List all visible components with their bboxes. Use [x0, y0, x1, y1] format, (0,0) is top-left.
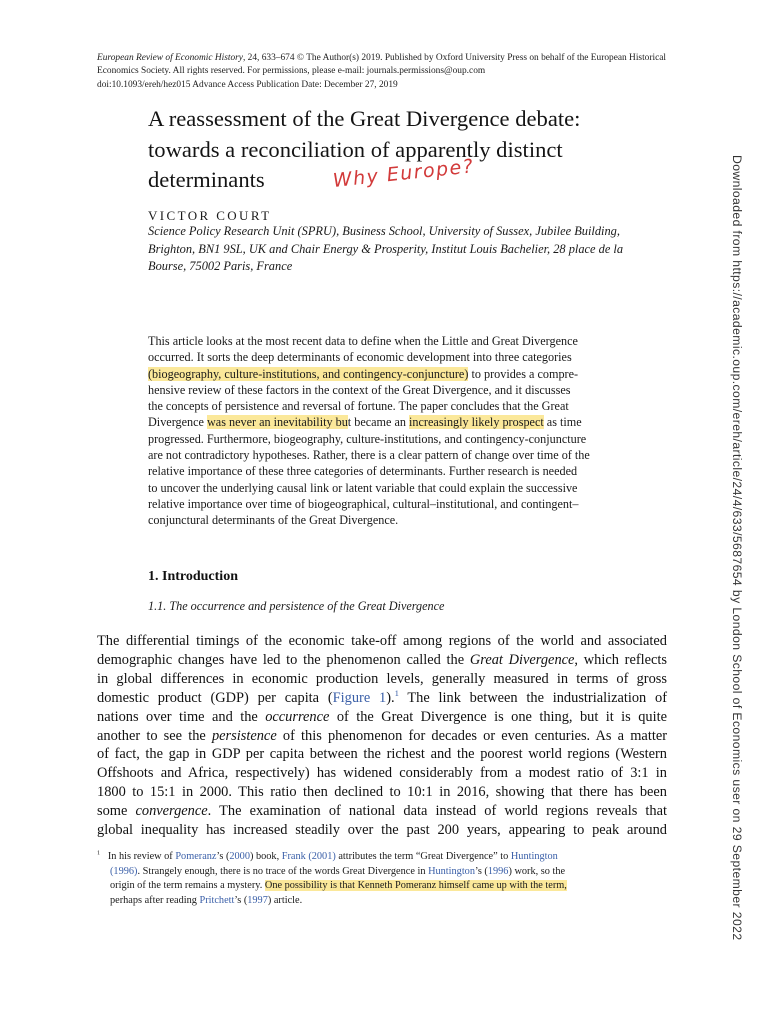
highlighted-text: increasingly likely prospect — [409, 415, 544, 430]
highlighted-text: was never an inevitability bu — [207, 415, 348, 430]
pritchett-1997-link[interactable]: 1997 — [247, 895, 268, 907]
footnote — [97, 850, 667, 909]
footnote-text: ’s ( — [474, 865, 488, 877]
body-text-run: nations over time and the — [97, 708, 266, 725]
body-line — [97, 689, 667, 708]
abstract-line — [148, 414, 668, 430]
author-name: VICTOR COURT — [148, 208, 272, 223]
body-line — [97, 727, 667, 746]
pomeranz-2000-link[interactable]: 2000 — [229, 851, 250, 862]
highlighted-text: (biogeography, culture-institutions, and contingency-conjuncture) — [148, 366, 469, 381]
body-text-run: The link between the industrialization of — [398, 689, 668, 706]
footnote-text: In his review of — [107, 851, 176, 862]
huntington-link[interactable]: Huntington — [510, 851, 558, 862]
footnote-line — [97, 865, 667, 880]
affiliation-line-1: Science Policy Research Unit (SPRU), Business School, University of Sussex, Jubilee Building, — [148, 224, 620, 238]
body-line: The differential timings of the economic take-off among regions of the world and associated — [97, 633, 667, 649]
body-text-run: , which reflects — [574, 651, 667, 668]
frank-2001-link[interactable]: Frank (2001) — [281, 851, 336, 862]
body-line: 1800 to 15:1 in 2000. This ratio then declined to 10:1 in 2016, showing that there has been — [97, 784, 667, 801]
affiliation-line-3: Bourse, 75002 Paris, France — [148, 259, 293, 273]
body-text-run: . The examination of national data instead of world regions reveals that — [207, 803, 667, 820]
body-text-run: demographic changes have led to the phenomenon called the — [97, 651, 470, 668]
footnote-line — [97, 850, 667, 865]
footnote-text: attributes the term “Great Divergence” to — [335, 851, 511, 862]
abstract-line: the concepts of persistence and reversal of fortune. The paper concludes that the Great — [148, 399, 569, 414]
huntington-1996-link[interactable]: (1996) — [110, 865, 138, 877]
footnote-mark: 1 — [97, 849, 101, 857]
copyright-text: © The Author(s) 2019. Published by Oxford University Press on behalf of the European Historical — [294, 53, 667, 63]
doi-line: doi:10.1093/ereh/hez015 Advance Access Publication Date: December 27, 2019 — [97, 79, 398, 90]
footnote-text: ’s ( — [234, 895, 248, 907]
body-text-run: some — [97, 803, 136, 820]
huntington-link-2[interactable]: Huntington — [428, 865, 475, 877]
body-line: of fact, the gap in GDP per capita between the richest and the poorest world regions (Western — [97, 746, 667, 763]
download-watermark: Downloaded from https://academic.oup.com/ereh/article/24/4/633/5687654 by London School of Economics user on 29 September 2022 — [730, 155, 744, 941]
footnote-text: . Strangely enough, there is no trace of the words Great Divergence in — [137, 865, 429, 877]
body-text-run: ). — [386, 689, 395, 706]
abstract-line: are not contradictory hypotheses. Rather, there is a clear pattern of change over time of the — [148, 448, 590, 463]
abstract-line: relative importance of these three categories of determinants. Further research is needed — [148, 464, 578, 479]
abstract-line: relative importance over time of biogeographical, cultural–institutional, and contingent– — [148, 496, 579, 511]
title-line-2: towards a reconciliation of apparently distinct — [148, 136, 563, 162]
footnote-1-ref[interactable]: 1 — [394, 687, 399, 698]
huntington-1996-link-2[interactable]: 1996 — [487, 865, 509, 877]
abstract — [148, 333, 668, 529]
body-line — [97, 651, 667, 670]
body-text-run: another to see the — [97, 727, 212, 744]
footnote-text: origin of the term remains a mystery. — [110, 880, 265, 892]
pomeranz-link[interactable]: Pomeranz — [175, 851, 217, 862]
abstract-line: conjunctural determinants of the Great Divergence. — [148, 513, 399, 528]
journal-citation: , 24, 633–674 — [242, 53, 295, 63]
body-text-run: of this phenomenon for decades or even centuries. As a matter — [276, 727, 667, 744]
section-heading: 1. Introduction — [148, 569, 238, 584]
abstract-line — [148, 366, 668, 382]
footnote-text: ) book, — [249, 851, 282, 862]
title-line-1: A reassessment of the Great Divergence debate: — [148, 106, 581, 131]
body-line — [97, 708, 667, 727]
subsection-heading: 1.1. The occurrence and persistence of the Great Divergence — [148, 599, 445, 613]
affiliation-line-2: Brighton, BN1 9SL, UK and Chair Energy & Prosperity, Institut Louis Bachelier, 28 place de la — [148, 241, 624, 256]
body-line: global inequality has increased steadily over the past 200 years, appearing to peak around — [97, 822, 667, 839]
abstract-line: hensive review of these factors in the context of the Great Divergence, and it discusses — [148, 382, 571, 397]
rights-line: Economics Society. All rights reserved. For permissions, please e-mail: journals.permissions@oup.com — [97, 66, 486, 77]
footnote-text: perhaps after reading — [110, 895, 200, 907]
abstract-line: This article looks at the most recent data to define when the Little and Great Divergence — [148, 334, 578, 348]
footnote-text: ) article. — [267, 895, 303, 907]
body-text-run: of the Great Divergence is one thing, but it is quite — [329, 708, 667, 725]
journal-header — [97, 52, 672, 92]
emphasis-text: occurrence — [265, 708, 330, 725]
abstract-text: t became an — [347, 415, 410, 430]
body-text — [97, 632, 667, 840]
handwritten-annotation: Why Europe? — [331, 155, 476, 192]
emphasis-text: persistence — [211, 727, 277, 744]
footnote-line — [97, 894, 667, 909]
abstract-line: progressed. Furthermore, biogeography, culture-institutions, and contingency-conjuncture — [148, 431, 587, 446]
abstract-text: Divergence — [148, 415, 207, 430]
highlighted-text: One possibility is that Kenneth Pomeranz himself came up with the term, — [264, 880, 567, 892]
emphasis-text: convergence — [135, 803, 208, 820]
footnote-line — [97, 879, 667, 894]
abstract-line: occurred. It sorts the deep determinants of economic development into three categories — [148, 350, 572, 365]
abstract-text: as time — [543, 415, 582, 430]
body-line: in global differences in economic production levels, generally measured in terms of gross — [97, 670, 667, 687]
pritchett-link[interactable]: Pritchett — [199, 895, 235, 907]
footnote-text: ’s ( — [216, 851, 230, 862]
abstract-line: to uncover the underlying causal link or latent variable that could explain the successive — [148, 480, 578, 495]
abstract-text: to provides a compre- — [468, 366, 579, 381]
body-text-run: domestic product (GDP) per capita ( — [97, 689, 333, 706]
footnote-text: ) work, so the — [508, 865, 566, 877]
emphasis-text: Great Divergence — [469, 651, 575, 668]
journal-name: European Review of Economic History — [97, 53, 243, 63]
body-line — [97, 802, 667, 821]
author-affiliation — [148, 223, 668, 276]
figure-1-link[interactable]: Figure 1 — [332, 689, 387, 706]
body-line: Offshoots and Africa, respectively) has widened considerably from a modest ratio of 3:1 in — [97, 765, 667, 782]
title-line-3: determinants — [148, 167, 265, 192]
